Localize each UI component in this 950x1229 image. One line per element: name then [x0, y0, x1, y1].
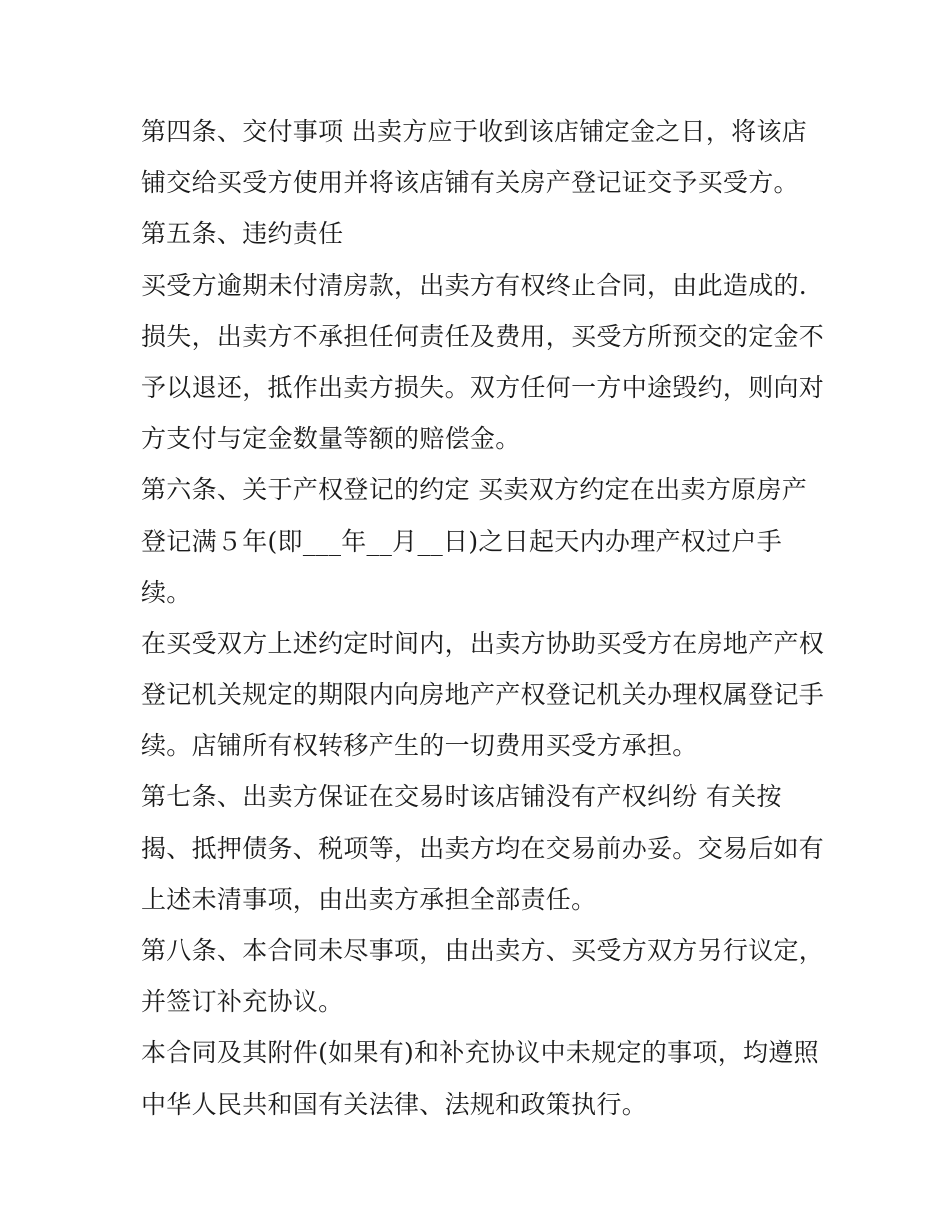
text-line: 第五条、违约责任 [141, 219, 344, 249]
text-line: 予以退还，抵作出卖方损失。双方任何一方中途毁约，则向对 [141, 372, 825, 402]
text-line: 第六条、关于产权登记的约定 买卖双方约定在出卖方原房产 [141, 475, 808, 505]
text-line: 登记满５年(即___年__月__日)之日起天内办理产权过户手 [141, 526, 783, 556]
text-line: 第四条、交付事项 出卖方应于收到该店铺定金之日，将该店 [141, 117, 808, 146]
text-line: 揭、抵押债务、税项等，出卖方均在交易前办妥。交易后如有 [141, 833, 825, 863]
text-line: 并签订补充协议。 [141, 987, 344, 1017]
text-line: 续。 [141, 577, 192, 607]
text-line: 方支付与定金数量等额的赔偿金。 [141, 424, 521, 454]
text-line: 第七条、出卖方保证在交易时该店铺没有产权纠纷 有关按 [141, 782, 782, 812]
text-line: 登记机关规定的期限内向房地产产权登记机关办理权属登记手 [141, 680, 825, 710]
text-line: 在买受双方上述约定时间内，出卖方协助买受方在房地产产权 [141, 628, 825, 658]
document-body [141, 106, 825, 1130]
text-line: 损失，出卖方不承担任何责任及费用，买受方所预交的定金不 [141, 321, 825, 351]
text-line: 中华人民共和国有关法律、法规和政策执行。 [141, 1089, 648, 1119]
text-line: 第八条、本合同未尽事项，由出卖方、买受方双方另行议定， [141, 936, 825, 965]
text-line: 买受方逾期未付清房款，出卖方有权终止合同，由此造成的. [141, 270, 808, 300]
text-line: 续。店铺所有权转移产生的一切费用买受方承担。 [141, 731, 698, 761]
text-line: 本合同及其附件(如果有)和补充协议中未规定的事项，均遵照 [141, 1038, 819, 1068]
text-line: 铺交给买受方使用并将该店铺有关房产登记证交予买受方。 [141, 168, 799, 198]
text-line: 上述未清事项，由出卖方承担全部责任。 [141, 884, 597, 914]
